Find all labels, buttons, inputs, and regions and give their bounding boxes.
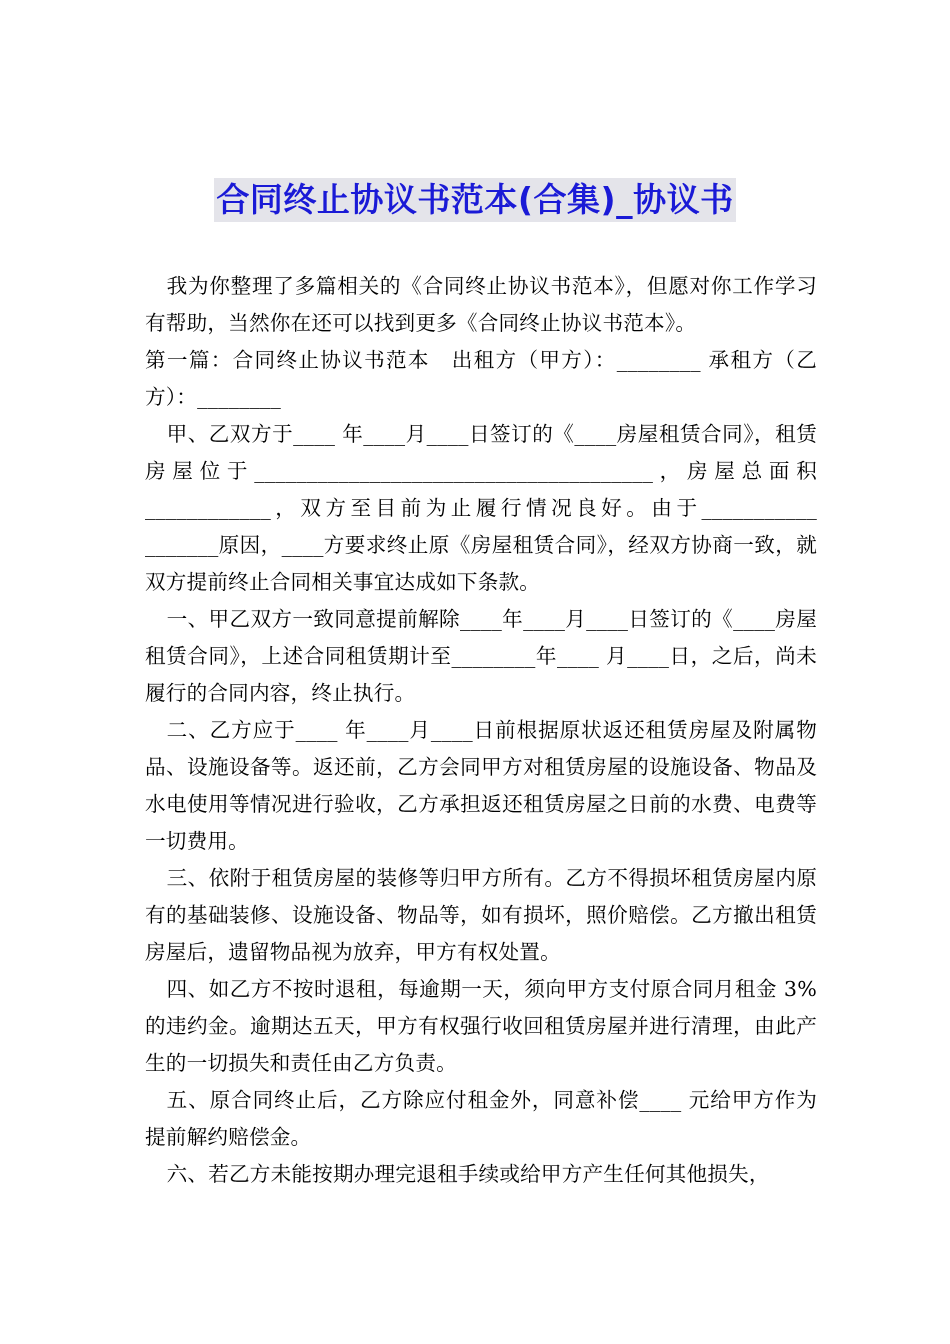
document-title: 合同终止协议书范本(合集)_协议书 bbox=[214, 178, 735, 222]
section-heading-paragraph: 第一篇：合同终止协议书范本 出租方（甲方）：________ 承租方（乙方）：________ bbox=[145, 348, 817, 409]
preamble-paragraph: 甲、乙双方于____ 年____月____日签订的《____房屋租赁合同》，租赁房屋位于______________________________________，房屋总面积____________，双方至目前为止履行情况良好。由于___________ _______原因，____方要求终止原《房屋租赁合同》，经双方协商一致，就双方提前终止合同相关事宜达成如下条款。 bbox=[145, 422, 817, 594]
clause-6-paragraph: 六、若乙方未能按期办理完退租手续或给甲方产生任何其他损失， bbox=[166, 1162, 770, 1186]
clause-4-paragraph: 四、如乙方不按时退租，每逾期一天，须向甲方支付原合同月租金 3%的违约金。逾期达五天，甲方有权强行收回租赁房屋并进行清理，由此产生的一切损失和责任由乙方负责。 bbox=[145, 977, 817, 1075]
clause-1-paragraph: 一、甲乙双方一致同意提前解除____年____月____日签订的《____房屋租赁合同》，上述合同租赁期计至________年____ 月____日，之后，尚未履行的合同内容，终止执行。 bbox=[145, 607, 817, 705]
clause-5-paragraph: 五、原合同终止后，乙方除应付租金外，同意补偿____ 元给甲方作为提前解约赔偿金。 bbox=[145, 1088, 817, 1149]
title-container bbox=[0, 178, 950, 222]
clause-2-paragraph: 二、乙方应于____ 年____月____日前根据原状返还租赁房屋及附属物品、设施设备等。返还前，乙方会同甲方对租赁房屋的设施设备、物品及水电使用等情况进行验收，乙方承担返还租赁房屋之日前的水费、电费等一切费用。 bbox=[145, 718, 817, 853]
clause-3-paragraph: 三、依附于租赁房屋的装修等归甲方所有。乙方不得损坏租赁房屋内原有的基础装修、设施设备、物品等，如有损坏，照价赔偿。乙方撤出租赁房屋后，遗留物品视为放弃，甲方有权处置。 bbox=[145, 866, 817, 964]
document-body bbox=[145, 268, 817, 1193]
intro-paragraph: 我为你整理了多篇相关的《合同终止协议书范本》，但愿对你工作学习有帮助，当然你在还可以找到更多《合同终止协议书范本》。 bbox=[145, 274, 817, 335]
